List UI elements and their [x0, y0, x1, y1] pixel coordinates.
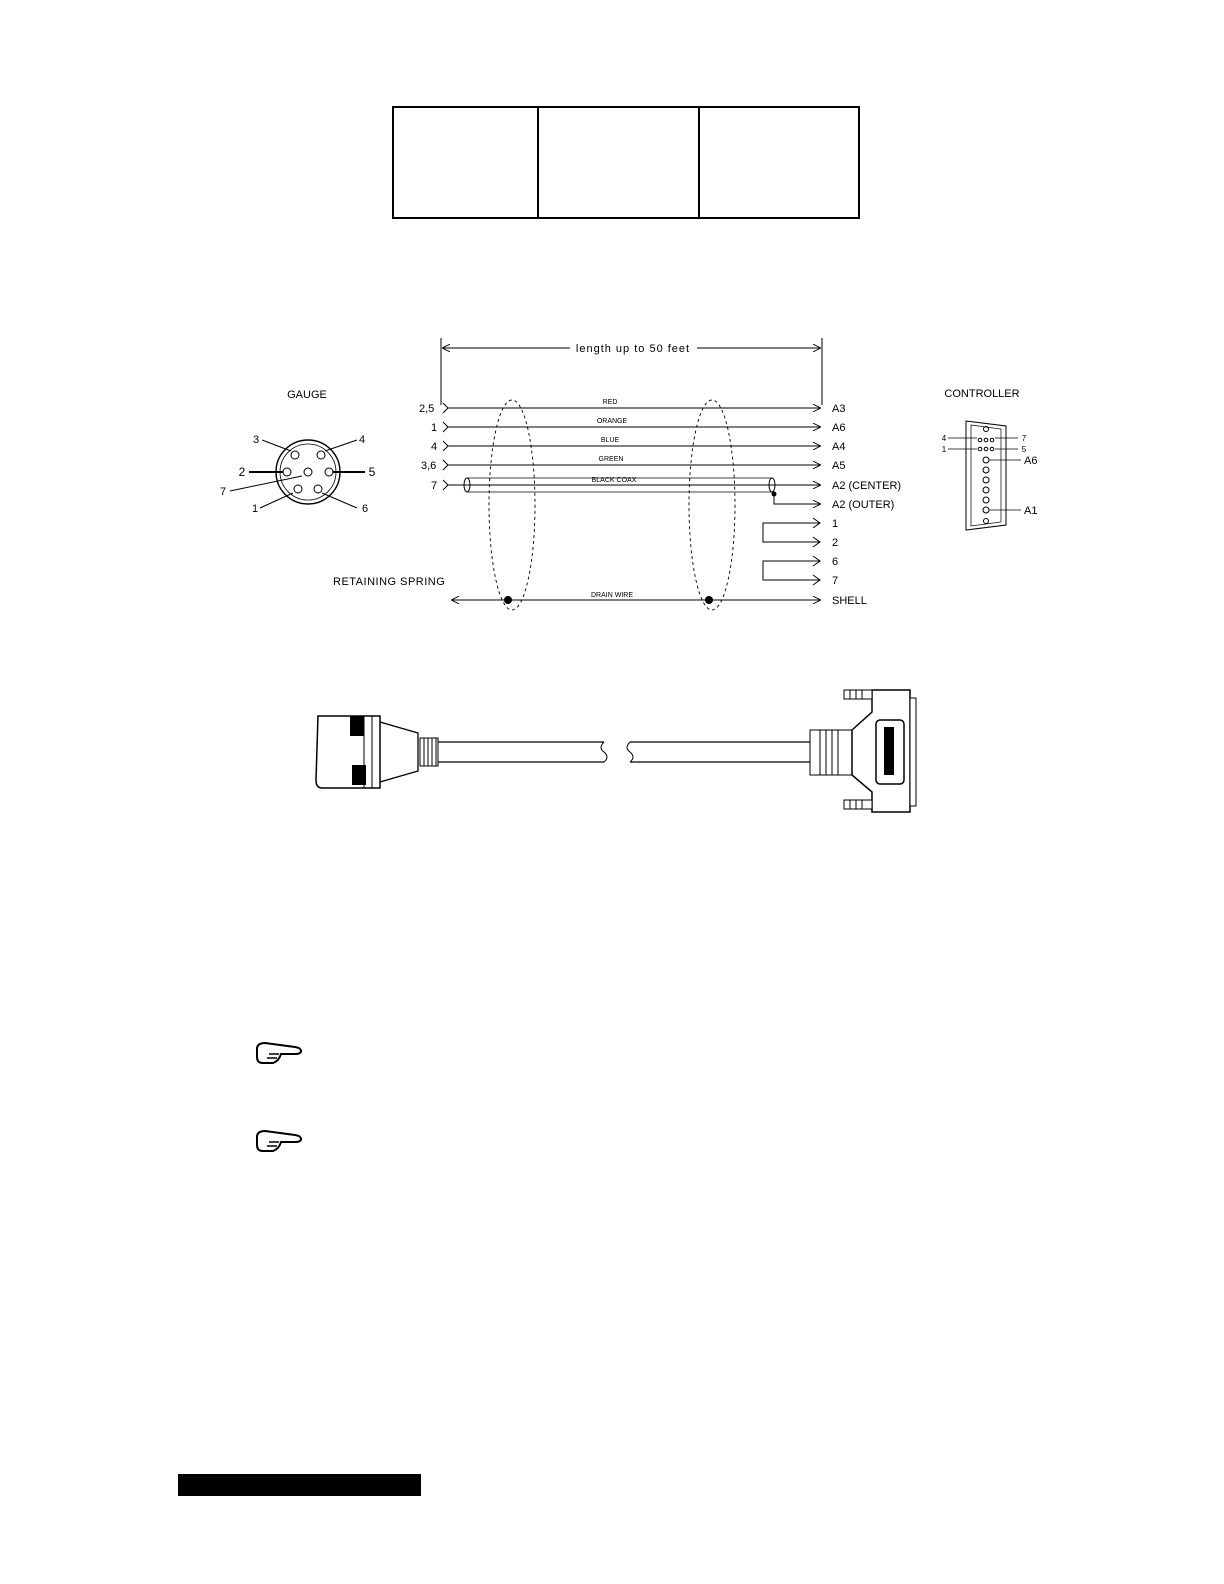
coax-outer-label: A2 (OUTER)	[832, 499, 895, 511]
gauge-connector	[220, 389, 376, 515]
wire-left-pin: 1	[431, 422, 438, 434]
drain-wire-label: DRAIN WIRE	[591, 592, 633, 599]
wire-right-pin: A4	[832, 441, 846, 453]
wire-green	[421, 456, 845, 472]
jumper-6-7	[763, 556, 838, 587]
wire-color-label: BLUE	[600, 437, 620, 444]
controller-pin-label: 7	[1021, 434, 1027, 443]
gauge-pin-label: 2	[238, 465, 246, 479]
gauge-pin-label: 1	[251, 503, 259, 515]
gauge-pin-label: 3	[252, 434, 260, 446]
bundle-ellipse	[489, 400, 535, 610]
controller-pin-label: 5	[1021, 445, 1027, 454]
wire-color-label: GREEN	[598, 456, 624, 463]
gauge-label: GAUGE	[287, 389, 327, 401]
wire-black-coax	[431, 477, 901, 511]
wire-color-label: RED	[602, 399, 618, 406]
controller-pin-label: 1	[941, 445, 947, 454]
jumper-pin-label: 1	[832, 518, 839, 530]
footer-bar	[178, 1474, 421, 1496]
gauge-pin-label: 5	[368, 465, 376, 479]
jumper-pin-label: 7	[832, 575, 839, 587]
controller-label: CONTROLLER	[944, 388, 1020, 400]
controller-connector	[942, 388, 1038, 530]
controller-pin-label: A1	[1024, 505, 1038, 517]
pointing-hand-icon	[257, 1043, 301, 1063]
wire-right-pin: A2 (CENTER)	[832, 480, 902, 492]
wire-color-label: ORANGE	[596, 418, 628, 425]
retaining-spring-label: RETAINING SPRING	[333, 576, 446, 588]
dimension-label: length up to 50 feet	[575, 343, 691, 355]
wire-left-pin: 7	[431, 480, 438, 492]
drain-wire	[452, 592, 867, 607]
controller-pin-label: A6	[1024, 455, 1038, 467]
gauge-pin-label: 6	[361, 503, 369, 515]
wire-right-pin: A5	[832, 460, 846, 472]
jumper-1-2	[763, 518, 838, 549]
gauge-pin-label: 4	[358, 434, 366, 446]
pointing-hand-icon	[257, 1131, 301, 1151]
jumper-pin-label: 2	[832, 537, 839, 549]
wire-left-pin: 3,6	[421, 460, 437, 472]
controller-pin-label: 4	[941, 434, 947, 443]
wire-right-pin: A3	[832, 403, 846, 415]
gauge-pin-label: 7	[219, 486, 227, 498]
wire-orange	[431, 418, 845, 434]
wire-right-pin: A6	[832, 422, 846, 434]
wire-color-label: BLACK COAX	[591, 477, 637, 484]
wire-left-pin: 2,5	[419, 403, 435, 415]
length-dimension	[441, 338, 822, 405]
cable-illustration	[316, 690, 916, 812]
jumper-pin-label: 6	[832, 556, 839, 568]
bundle-ellipse	[689, 400, 735, 610]
shell-label: SHELL	[832, 595, 867, 607]
wire-red	[419, 399, 845, 415]
wire-left-pin: 4	[431, 441, 438, 453]
